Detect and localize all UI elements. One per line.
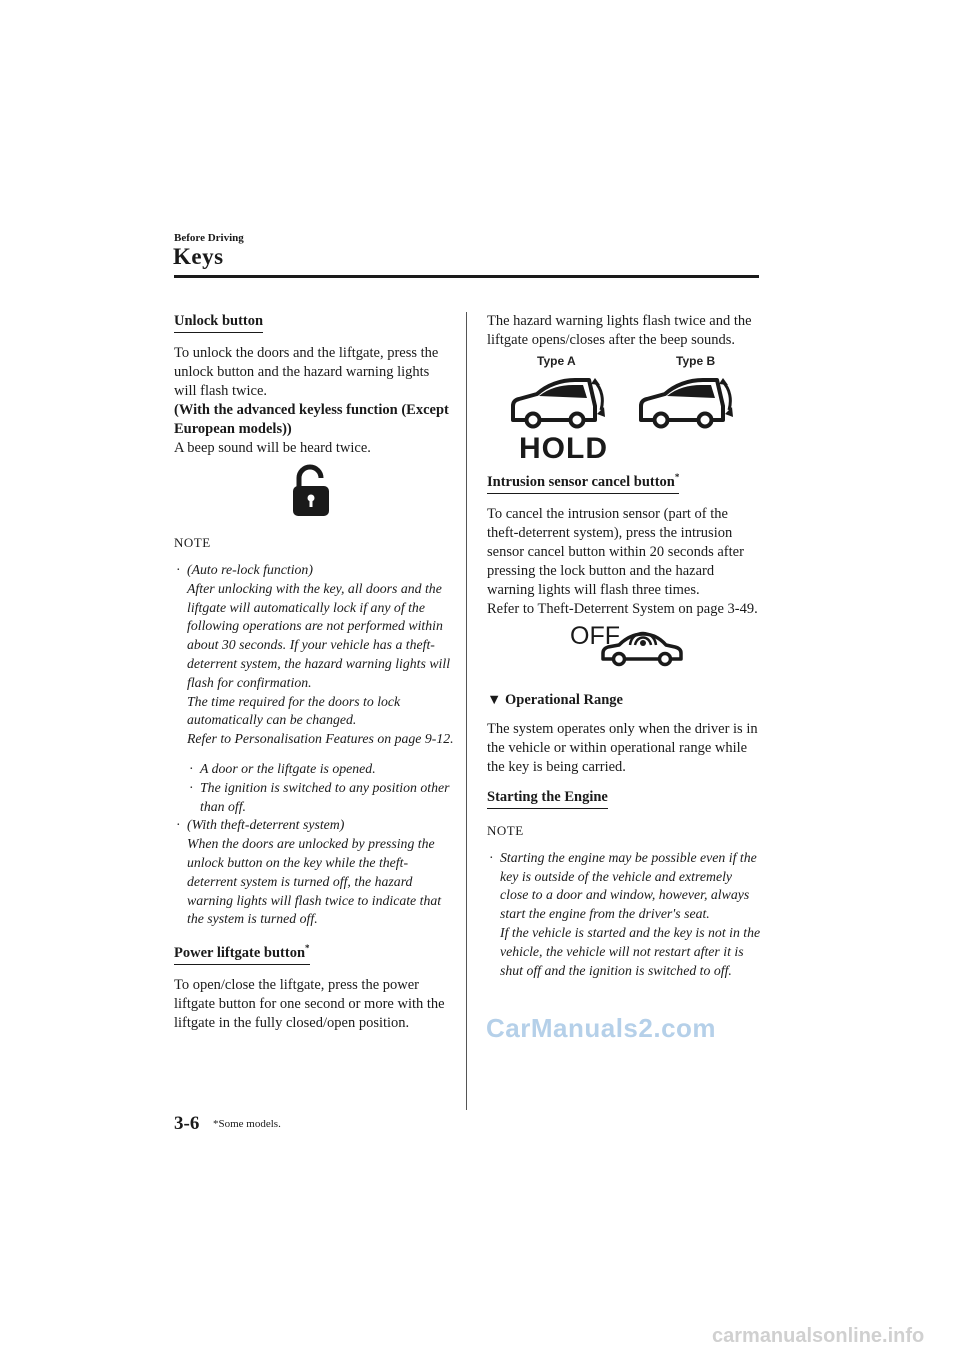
- intrusion-heading-text: Intrusion sensor cancel button: [487, 473, 675, 490]
- bullet-icon: ·: [189, 760, 194, 776]
- some-models-asterisk: *: [305, 943, 310, 954]
- bullet-icon: ·: [189, 779, 194, 795]
- note-auto-relock-ref: Refer to Personalisation Features on page 9-12.: [187, 731, 454, 747]
- note-sub-item-ignition: [174, 779, 454, 817]
- off-label: OFF: [570, 621, 620, 650]
- operational-range-text: The system operates only when the driver is in the vehicle or within operational range while the key is being carried.: [487, 720, 758, 775]
- note-auto-relock-body: After unlocking with the key, all doors and the liftgate will automatically lock if any of the following operations are not performed within about 30 seconds. If your vehicle has a theft-deterrent system, the hazard warning lights will flash for confirmation.: [187, 580, 451, 690]
- header-rule: [174, 275, 759, 278]
- type-a-label: Type A: [537, 354, 576, 368]
- unlock-condition: (With the advanced keyless function (Except European models)): [174, 402, 449, 437]
- note-item-auto-relock: [174, 561, 454, 749]
- note-sub-item-door-text: A door or the liftgate is opened.: [200, 760, 376, 776]
- note-sub-item-ignition-text: The ignition is switched to any position other than off.: [200, 779, 450, 814]
- intrusion-ref: Refer to Theft-Deterrent System on page 3-49.: [487, 600, 758, 617]
- power-liftgate-text: To open/close the liftgate, press the power liftgate button for one second or more with the liftgate in the fully closed/open position.: [174, 976, 445, 1031]
- site-mark: carmanualsonline.info: [712, 1325, 925, 1347]
- unlock-text: To unlock the doors and the liftgate, press the unlock button and the hazard warning lights will flash twice.: [174, 345, 439, 399]
- operational-range-heading-text: Operational Range: [504, 691, 623, 708]
- intrusion-text: To cancel the intrusion sensor (part of the theft-deterrent system), press the intrusion sensor cancel button within 20 seconds after pressing the lock button and the hazard warning lights will flash three times.: [487, 505, 744, 598]
- note-sub-item-door: [174, 760, 454, 779]
- starting-engine-note-2: If the vehicle is started and the key is not in the vehicle, the vehicle will not restart after it is shut off and the ignition is switched to off.: [500, 925, 761, 978]
- note-item-theft-deterrent: [174, 816, 454, 929]
- starting-engine-heading: Starting the Engine: [487, 789, 608, 809]
- watermark: CarManuals2.com: [486, 1013, 717, 1043]
- operational-range-heading: [487, 692, 762, 709]
- note-auto-relock-time: The time required for the doors to lock automatically can be changed.: [187, 693, 401, 728]
- bullet-icon: ·: [176, 817, 181, 833]
- note-theft-title: (With theft-deterrent system): [187, 817, 345, 833]
- left-column: [174, 312, 454, 1033]
- unlock-padlock-icon: [289, 464, 335, 520]
- unlock-heading: Unlock button: [174, 313, 263, 333]
- liftgate-car-icon-type-b: [637, 376, 737, 434]
- power-liftgate-heading-text: Power liftgate button: [174, 944, 306, 961]
- column-divider: [466, 312, 467, 1110]
- right-column: [487, 312, 762, 980]
- note-item-starting-engine: [487, 849, 762, 981]
- note-auto-relock-title: (Auto re-lock function): [187, 562, 313, 577]
- bullet-icon: ·: [176, 562, 181, 577]
- intrusion-sensor-icon: [599, 625, 685, 671]
- unlock-beep: A beep sound will be heard twice.: [174, 440, 371, 456]
- unlock-icon-wrap: [174, 464, 454, 526]
- hazard-text: The hazard warning lights flash twice and the liftgate opens/closes after the beep sounds.: [487, 313, 752, 348]
- bullet-icon: ·: [489, 849, 494, 865]
- power-liftgate-heading: [174, 943, 310, 965]
- chapter-title: Keys: [173, 244, 224, 269]
- liftgate-figure: [487, 350, 762, 466]
- note-label: NOTE: [487, 822, 524, 838]
- starting-engine-note: Starting the engine may be possible even if the key is outside of the vehicle and extremely close to a door and window, however, always start the engine from the driver's seat.: [500, 849, 757, 922]
- liftgate-car-icon-type-a: [509, 376, 609, 434]
- type-b-label: Type B: [676, 354, 716, 368]
- intrusion-figure: [487, 619, 762, 679]
- page-number: 3-6: [174, 1113, 200, 1134]
- note-theft-body: When the doors are unlocked by pressing the unlock button on the key while the theft-deterrent system is turned off, the hazard warning lights will flash twice to indicate that the system is turned off.: [187, 836, 442, 927]
- some-models-asterisk: *: [674, 472, 680, 482]
- intrusion-heading: [487, 472, 679, 494]
- footnote: *Some models.: [213, 1118, 281, 1130]
- hold-label: HOLD: [519, 432, 608, 465]
- section-label: Before Driving: [174, 232, 244, 244]
- triangle-down-icon: ▼: [487, 691, 505, 708]
- note-label: NOTE: [174, 535, 211, 550]
